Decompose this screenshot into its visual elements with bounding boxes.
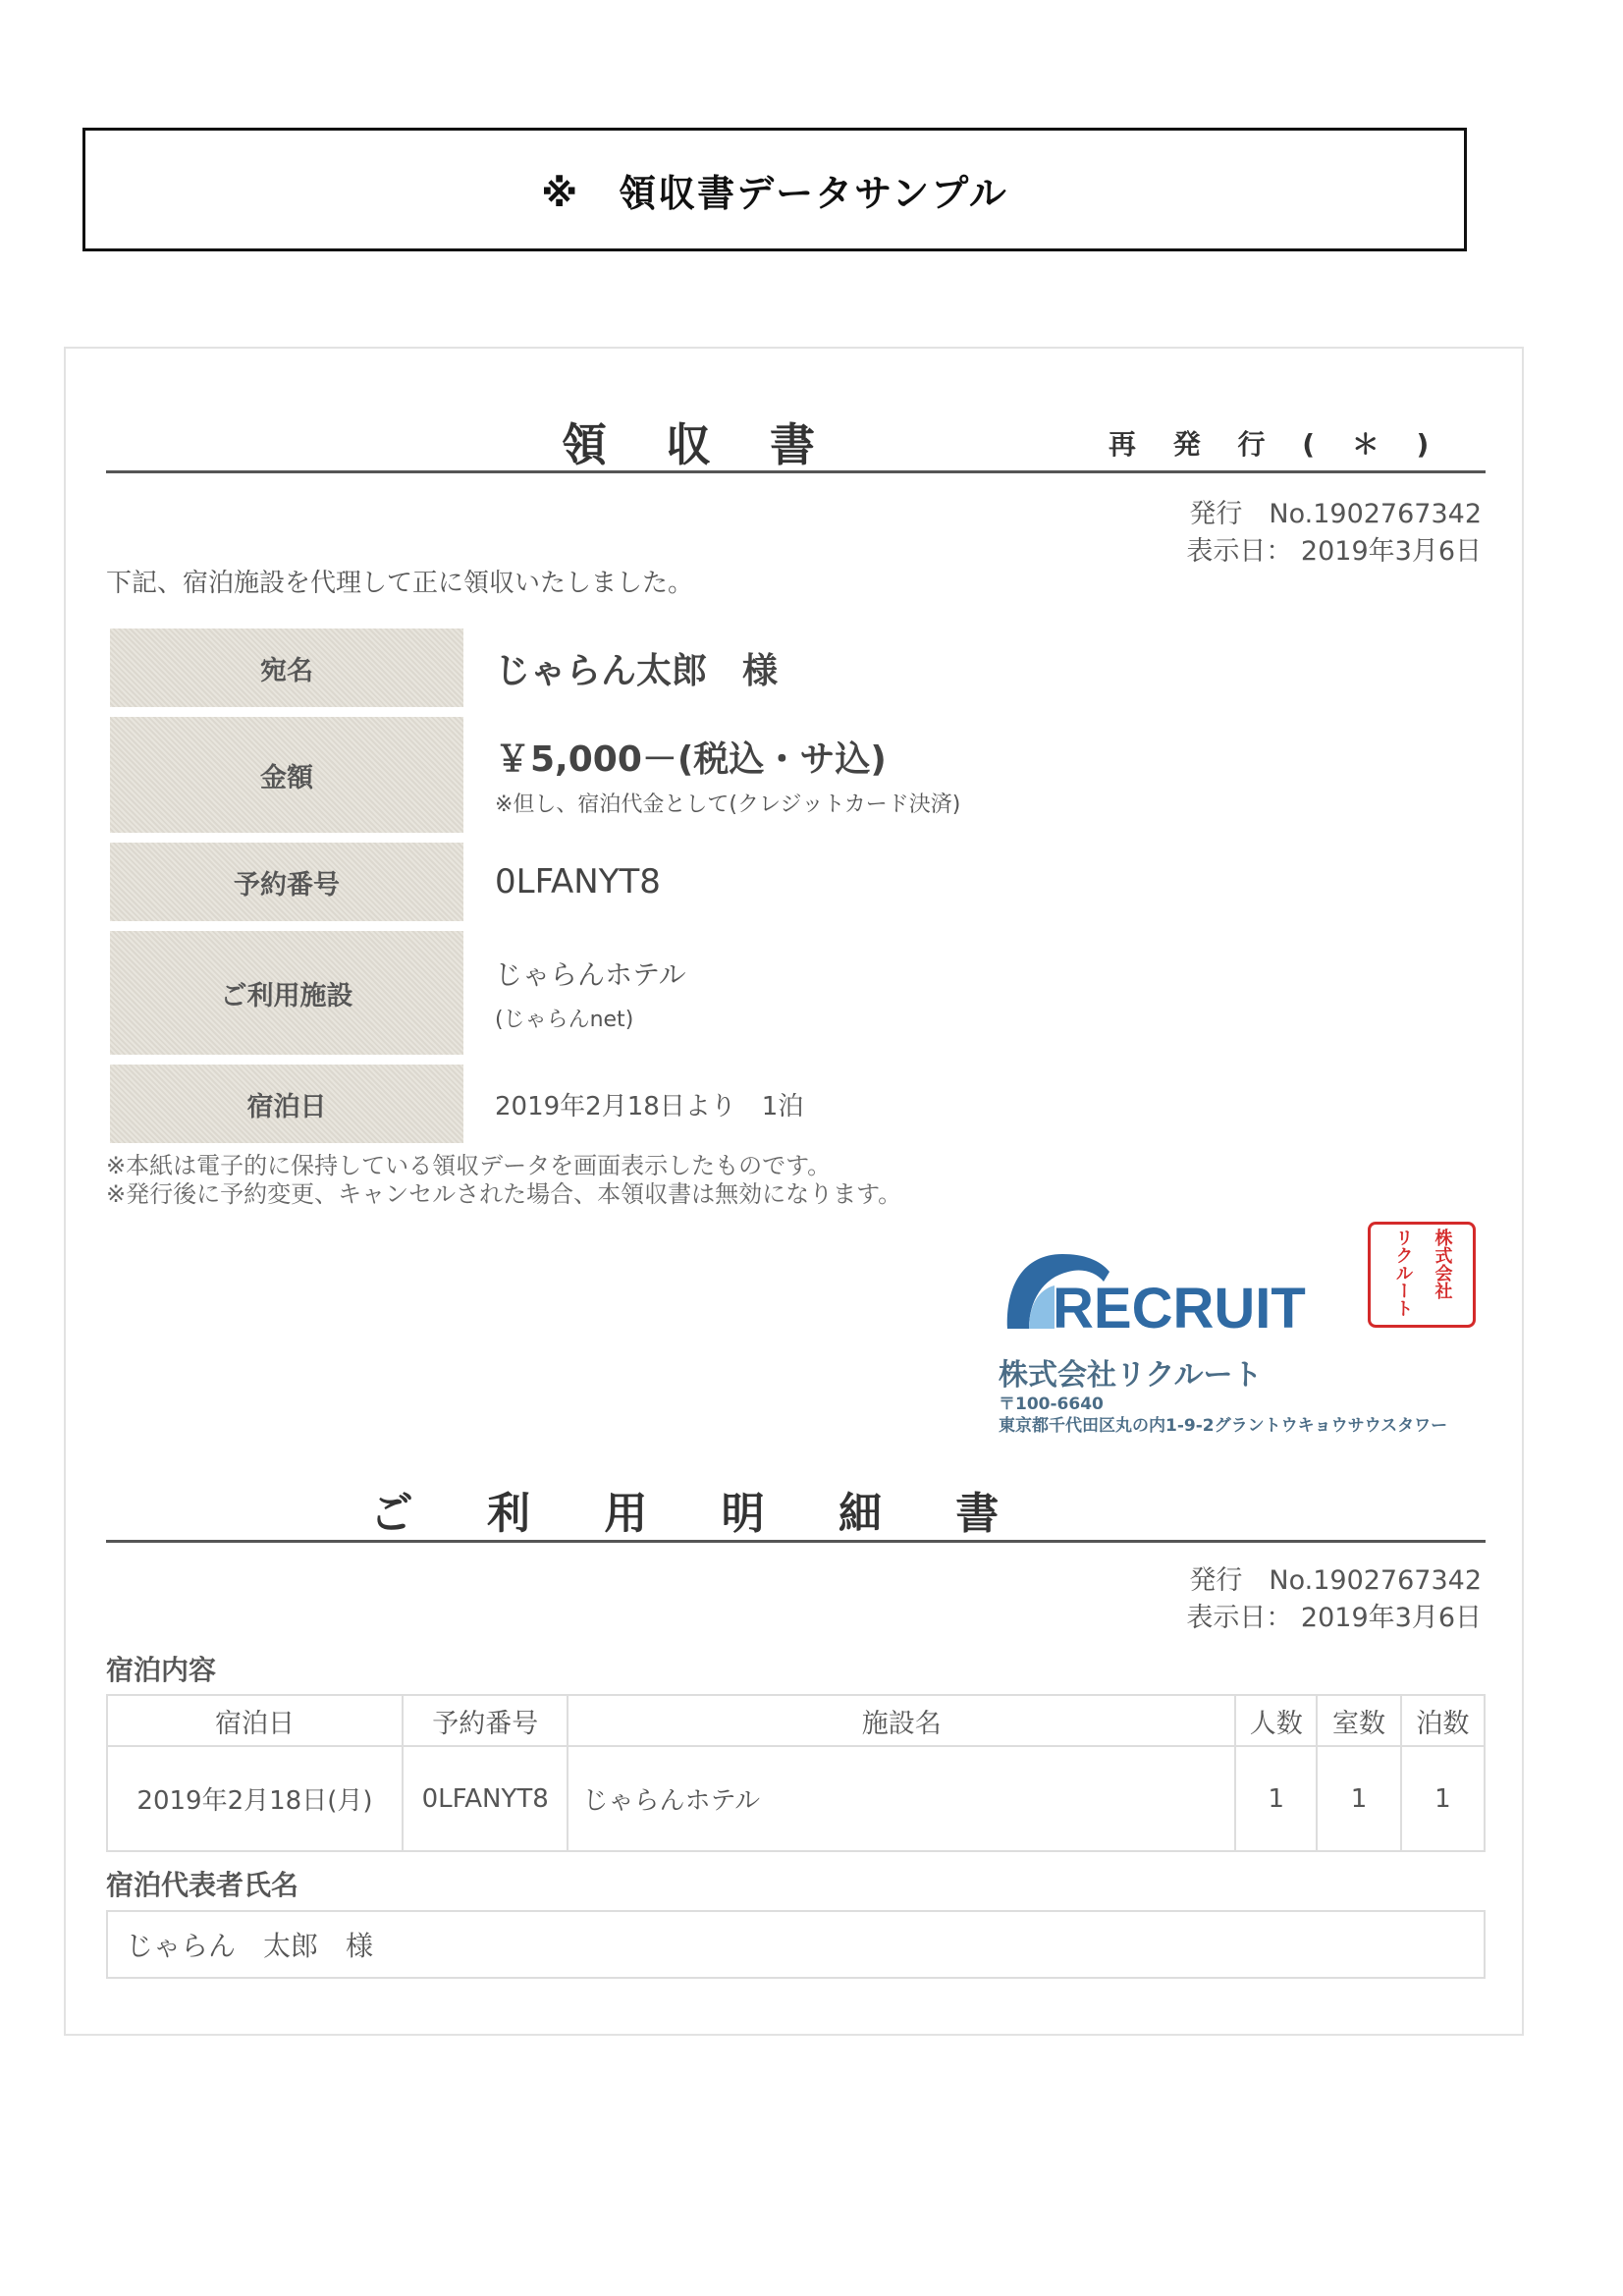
col-header: 宿泊日 [107, 1695, 403, 1746]
receipt-row-reservation [110, 843, 1485, 921]
reservation-number-value: 0LFANYT8 [495, 862, 661, 902]
receipt-table [110, 619, 1485, 1153]
details-title: ご 利 用 明 細 書 [369, 1489, 1029, 1539]
table-cell: 1 [1235, 1746, 1317, 1851]
amount-value: ￥5,000－(税込・サ込) [495, 739, 887, 780]
guest-name-box [106, 1910, 1486, 1979]
receipt-intro: 下記、宿泊施設を代理して正に領収いたしました。 [106, 569, 694, 598]
facility-value: じゃらんホテル [495, 957, 686, 991]
guest-name: じゃらん 太郎 様 [126, 1930, 374, 1962]
amount-label: 金額 [110, 717, 463, 833]
stay-date-label: 宿泊日 [110, 1065, 463, 1143]
receipt-row-amount [110, 717, 1485, 833]
stay-date-value: 2019年2月18日より 1泊 [495, 1091, 804, 1121]
company-address: 東京都千代田区丸の内1-9-2グラントウキョウサウスタワー [999, 1416, 1448, 1436]
reissue-label: 再 発 行 ( ＊ ) [1109, 428, 1443, 461]
seal-line-right: 株式会社 [1432, 1229, 1453, 1299]
details-divider [106, 1540, 1486, 1543]
col-header: 施設名 [568, 1695, 1235, 1746]
display-date: 表示日： 2019年3月6日 [1186, 536, 1482, 567]
amount-note: ※但し、宿泊代金として(クレジットカード決済) [495, 793, 961, 817]
issue-number: 発行 No.1902767342 [1189, 499, 1482, 529]
receipt-row-name [110, 629, 1485, 707]
table-cell: じゃらんホテル [568, 1746, 1235, 1851]
sample-banner: ※ 領収書データサンプル [82, 128, 1467, 251]
col-header: 泊数 [1401, 1695, 1485, 1746]
stay-section-label: 宿泊内容 [106, 1654, 217, 1686]
company-seal-stamp [1368, 1222, 1476, 1328]
receipt-row-facility [110, 931, 1485, 1055]
details-issue-number: 発行 No.1902767342 [1189, 1565, 1482, 1596]
seal-line-left: リクルート [1392, 1229, 1414, 1317]
table-cell: 1 [1317, 1746, 1400, 1851]
table-cell: 0LFANYT8 [403, 1746, 568, 1851]
table-cell: 2019年2月18日(月) [107, 1746, 403, 1851]
company-name: 株式会社リクルート [999, 1358, 1263, 1393]
facility-sub: (じゃらんnet) [495, 1007, 634, 1032]
company-zip: 〒100-6640 [999, 1394, 1104, 1414]
note-line: ※発行後に予約変更、キャンセルされた場合、本領収書は無効になります。 [106, 1180, 902, 1208]
table-header-row [107, 1695, 1485, 1746]
receipt-title: 領 収 書 [561, 418, 838, 471]
details-display-date: 表示日： 2019年3月6日 [1186, 1603, 1482, 1633]
reservation-number-label: 予約番号 [110, 843, 463, 921]
table-row [107, 1746, 1485, 1851]
title-divider [106, 470, 1486, 473]
issue-info [1186, 496, 1482, 571]
details-issue-info [1186, 1562, 1482, 1637]
note-line: ※本紙は電子的に保持している領収データを画面表示したものです。 [106, 1152, 832, 1179]
recruit-logo-text: RECRUIT [1053, 1277, 1306, 1340]
stay-details-table [106, 1694, 1486, 1852]
facility-label: ご利用施設 [110, 931, 463, 1055]
col-header: 室数 [1317, 1695, 1400, 1746]
receipt-document [64, 347, 1524, 2036]
addressee-label: 宛名 [110, 629, 463, 707]
col-header: 人数 [1235, 1695, 1317, 1746]
receipt-row-stay [110, 1065, 1485, 1143]
table-cell: 1 [1401, 1746, 1485, 1851]
guest-section-label: 宿泊代表者氏名 [106, 1869, 299, 1901]
receipt-notes [106, 1152, 901, 1209]
col-header: 予約番号 [403, 1695, 568, 1746]
addressee-value: じゃらん太郎 様 [495, 650, 779, 691]
